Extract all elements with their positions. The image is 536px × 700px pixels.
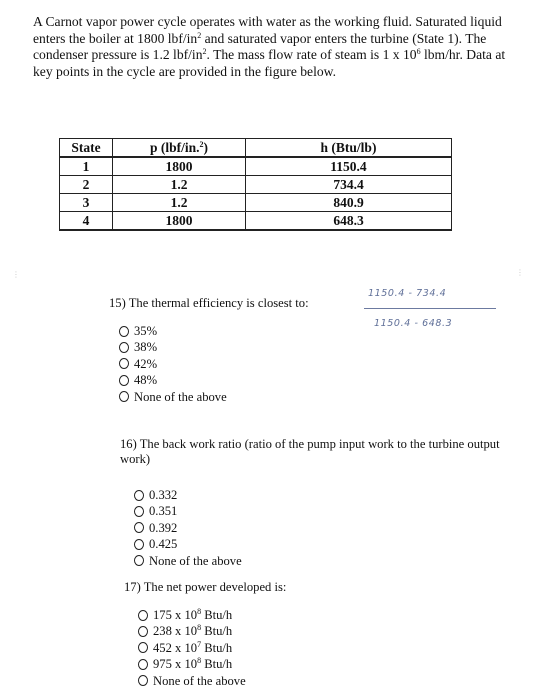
scan-artifact: ⋮ xyxy=(516,268,524,277)
radio-icon[interactable] xyxy=(119,326,129,337)
option-none[interactable] xyxy=(138,674,424,688)
radio-icon[interactable] xyxy=(119,358,129,369)
option-label: None of the above xyxy=(149,553,242,568)
superscript: 2 xyxy=(197,30,202,40)
problem-text-3: . The mass flow rate of steam is 1 x 10 xyxy=(206,47,417,63)
superscript: 2 xyxy=(199,140,204,149)
table-header-row xyxy=(60,139,452,158)
option-label: 0.392 xyxy=(149,520,178,535)
option-coefficient: 975 x 10 xyxy=(153,657,198,672)
option-label: 42% xyxy=(134,356,158,371)
handwritten-fraction-line xyxy=(364,308,496,309)
header-state: State xyxy=(60,139,113,158)
option-0-425[interactable] xyxy=(134,537,500,551)
option-label xyxy=(153,641,232,655)
option-unit: Btu/h xyxy=(201,608,233,622)
superscript: 8 xyxy=(197,623,202,633)
question-15 xyxy=(109,296,369,406)
enthalpy-cell: 734.4 xyxy=(246,176,452,194)
option-0-332[interactable] xyxy=(134,488,500,502)
option-label: None of the above xyxy=(134,389,227,404)
question-17 xyxy=(124,580,424,690)
option-238e8[interactable] xyxy=(138,624,424,638)
option-label: None of the above xyxy=(153,673,246,688)
scan-artifact: ⋮ xyxy=(12,270,20,279)
radio-icon[interactable] xyxy=(134,506,144,517)
option-label: 0.332 xyxy=(149,488,178,502)
problem-text-1: A Carnot vapor power cycle operates with water as the working fluid. Saturated liquid enters the boiler at 1800 lbf/in xyxy=(33,14,502,46)
question-16-options xyxy=(134,488,500,568)
radio-icon[interactable] xyxy=(138,675,148,686)
radio-icon[interactable] xyxy=(119,391,129,402)
superscript: 8 xyxy=(197,656,202,666)
option-none[interactable] xyxy=(134,554,500,568)
pressure-cell: 1.2 xyxy=(113,176,246,194)
question-15-prompt: 15) The thermal efficiency is closest to: xyxy=(109,296,309,310)
option-label: 0.351 xyxy=(149,504,178,519)
pressure-cell: 1.2 xyxy=(113,194,246,212)
enthalpy-cell: 648.3 xyxy=(246,212,452,231)
radio-icon[interactable] xyxy=(134,555,144,566)
option-unit: Btu/h xyxy=(201,640,233,655)
radio-icon[interactable] xyxy=(138,642,148,653)
handwritten-denominator: 1150.4 - 648.3 xyxy=(374,318,453,329)
question-15-options xyxy=(119,324,369,404)
header-pressure-label: p (lbf/in. xyxy=(149,140,200,155)
state-cell: 2 xyxy=(60,176,113,194)
option-452e7[interactable] xyxy=(138,641,424,655)
state-cell: 3 xyxy=(60,194,113,212)
option-unit: Btu/h xyxy=(201,657,233,672)
option-label: 48% xyxy=(134,373,158,388)
header-enthalpy: h (Btu/lb) xyxy=(246,139,452,158)
option-label xyxy=(153,657,232,671)
pressure-cell: 1800 xyxy=(113,212,246,231)
question-16-prompt: 16) The back work ratio (ratio of the pump input work to the turbine output work) xyxy=(120,437,500,466)
option-label: 35% xyxy=(134,324,158,338)
radio-icon[interactable] xyxy=(119,342,129,353)
radio-icon[interactable] xyxy=(134,539,144,550)
option-coefficient: 452 x 10 xyxy=(153,640,198,655)
problem-statement xyxy=(33,14,511,80)
question-16 xyxy=(120,437,500,570)
option-48-percent[interactable] xyxy=(119,373,369,387)
radio-icon[interactable] xyxy=(138,626,148,637)
option-label xyxy=(153,624,232,638)
option-35-percent[interactable] xyxy=(119,324,369,338)
option-unit: Btu/h xyxy=(201,624,233,639)
problem-text-4: lbm/hr. Data at key points in the cycle are provided in the figure below. xyxy=(33,47,506,79)
enthalpy-cell: 1150.4 xyxy=(246,157,452,176)
handwritten-numerator: 1150.4 - 734.4 xyxy=(368,288,447,299)
option-label xyxy=(153,608,232,622)
table-row xyxy=(60,176,452,194)
superscript: 7 xyxy=(197,639,202,649)
superscript: 6 xyxy=(416,47,421,57)
radio-icon[interactable] xyxy=(138,610,148,621)
header-pressure xyxy=(113,139,246,158)
table-row xyxy=(60,194,452,212)
problem-text-2: and saturated vapor enters the turbine (State 1). The condenser pressure is 1.2 lbf/in xyxy=(33,30,487,63)
radio-icon[interactable] xyxy=(119,375,129,386)
header-pressure-close: ) xyxy=(203,140,209,155)
option-none[interactable] xyxy=(119,390,369,404)
option-175e8[interactable] xyxy=(138,608,424,622)
superscript: 8 xyxy=(197,607,202,616)
option-0-351[interactable] xyxy=(134,504,500,518)
option-label: 0.425 xyxy=(149,537,178,552)
option-coefficient: 238 x 10 xyxy=(153,624,198,639)
state-data-table xyxy=(59,138,452,231)
superscript: 2 xyxy=(202,47,207,57)
radio-icon[interactable] xyxy=(134,522,144,533)
option-42-percent[interactable] xyxy=(119,357,369,371)
radio-icon[interactable] xyxy=(134,490,144,501)
option-975e8[interactable] xyxy=(138,657,424,671)
state-cell: 1 xyxy=(60,157,113,176)
option-38-percent[interactable] xyxy=(119,340,369,354)
pressure-cell: 1800 xyxy=(113,157,246,176)
option-coefficient: 175 x 10 xyxy=(153,608,198,622)
question-17-options xyxy=(138,608,424,688)
option-0-392[interactable] xyxy=(134,521,500,535)
radio-icon[interactable] xyxy=(138,659,148,670)
table-row xyxy=(60,212,452,231)
question-17-prompt: 17) The net power developed is: xyxy=(124,580,287,594)
option-label: 38% xyxy=(134,340,158,355)
table-row xyxy=(60,157,452,176)
state-cell: 4 xyxy=(60,212,113,231)
enthalpy-cell: 840.9 xyxy=(246,194,452,212)
